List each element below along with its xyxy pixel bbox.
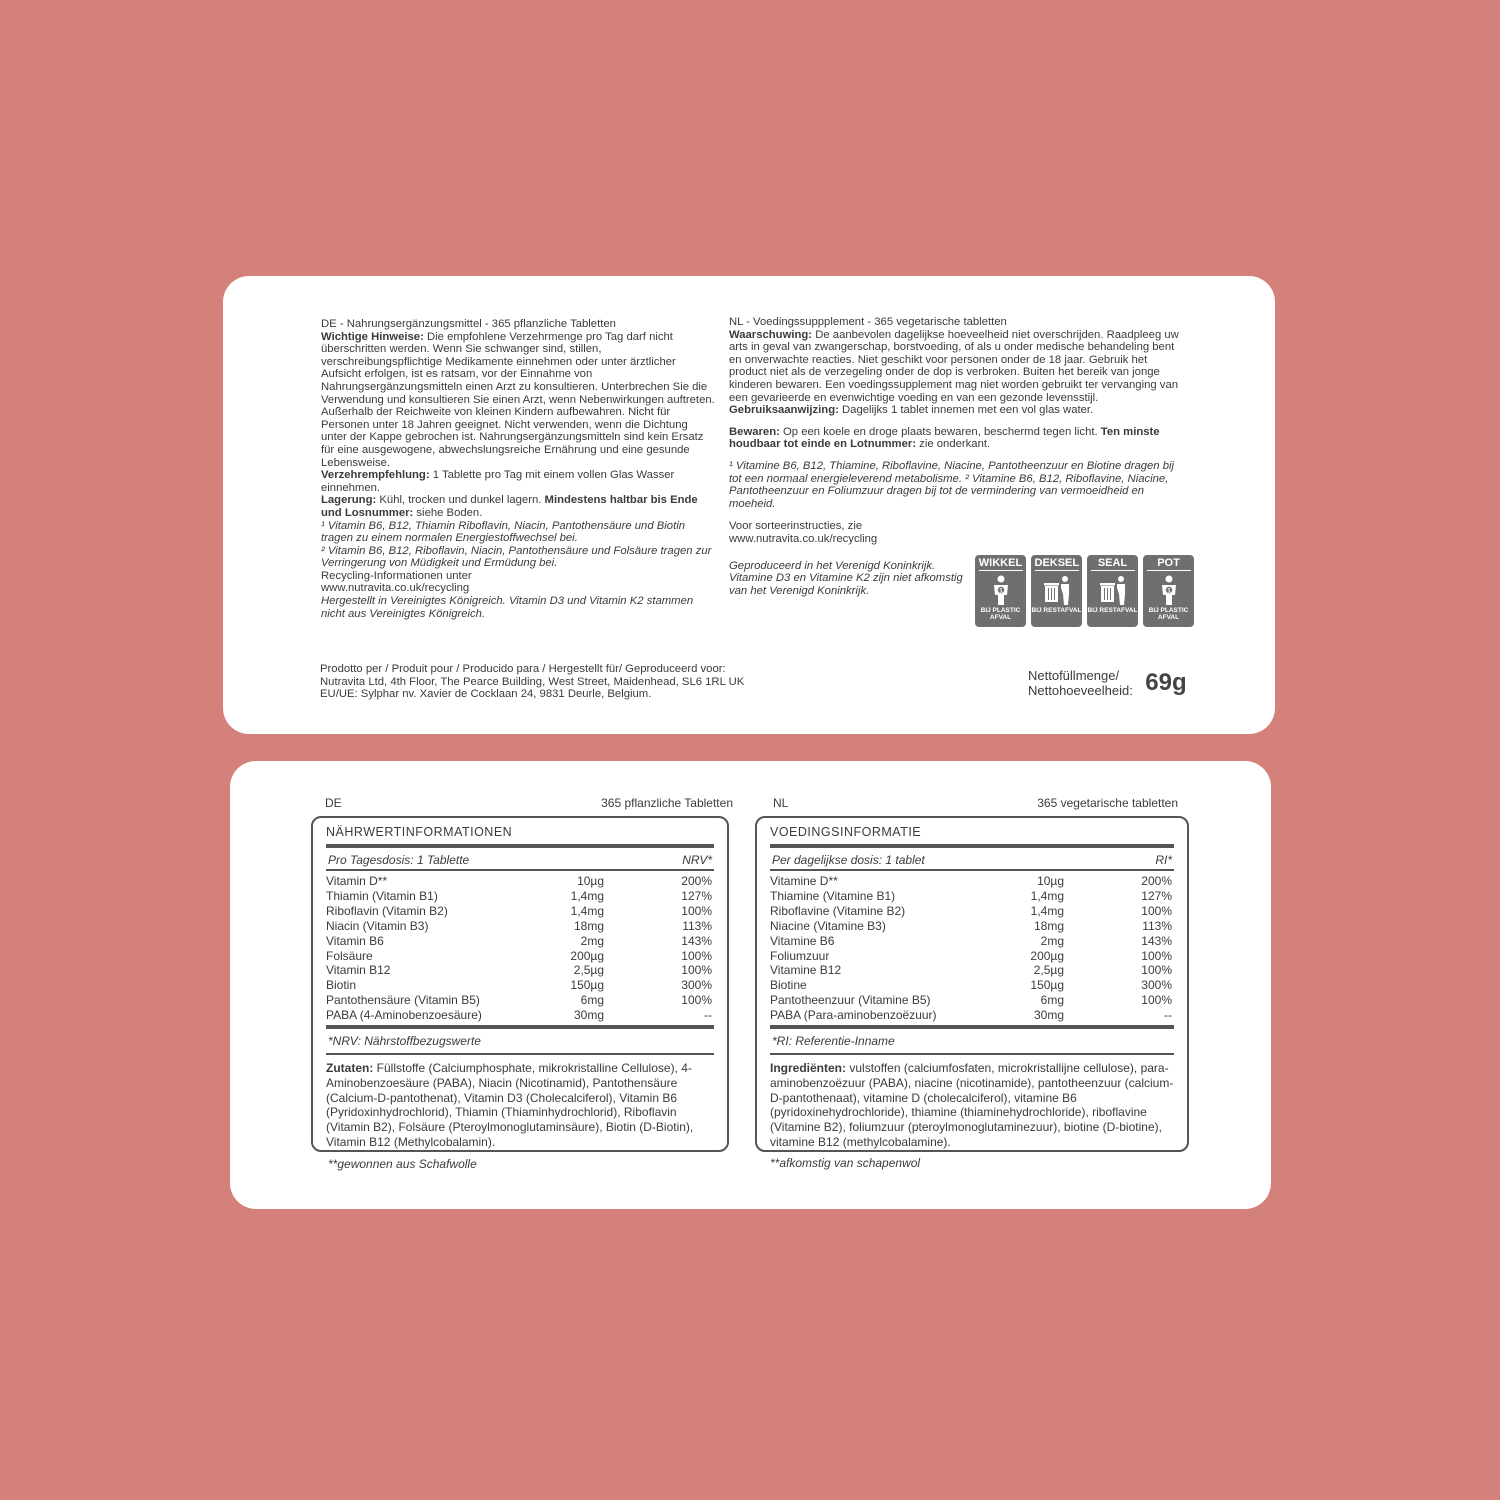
de-made-in: Hergestellt in Vereinigtes Königreich. Vitamin D3 und Vitamin K2 stammen nicht aus Vereinigtes Königreich. [321, 595, 694, 620]
nutrient-amount: 2,5µg [1033, 963, 1064, 978]
badge-title: POT [1147, 556, 1191, 571]
table-row [770, 874, 1174, 889]
nutrient-name: PABA (Para-aminobenzoëzuur) [770, 1008, 937, 1023]
nl-storage [729, 426, 1181, 451]
nutrient-percent: -- [1164, 1008, 1172, 1023]
badge-wikkel [975, 555, 1026, 627]
nutrient-name: Vitamin D** [326, 874, 388, 888]
de-nrv-note: *NRV: Nährstoffbezugswerte [326, 1029, 714, 1055]
nutrient-name: Foliumzuur [770, 948, 830, 963]
de-lang: DE [325, 796, 342, 810]
nutrient-amount: 30mg [1033, 1008, 1064, 1023]
de-nrv-caption: NRV* [682, 853, 712, 867]
nl-ingredients-label: Ingrediënten: [770, 1061, 847, 1076]
nutrient-percent: 100% [681, 993, 712, 1008]
nutrient-name: Niacin (Vitamin B3) [326, 918, 429, 933]
nutrient-name: Vitamin B6 [326, 933, 384, 948]
nutrient-name: Niacine (Vitamine B3) [770, 918, 886, 933]
svg-text:1: 1 [998, 588, 1003, 595]
nutrient-percent: 100% [681, 948, 712, 963]
table-row [326, 963, 714, 978]
de-text-column [321, 318, 715, 620]
de-ingredients [326, 1055, 714, 1150]
nl-ingredients [770, 1055, 1174, 1150]
nl-best-before-text: zie onderkant. [916, 438, 991, 451]
nutrient-name: Thiamine (Vitamine B1) [770, 888, 896, 903]
nutrient-name: Riboflavin (Vitamin B2) [326, 903, 448, 918]
producer-line-3: EU/UE: Sylphar nv. Xavier de Cocklaan 24, 9831 Deurle, Belgium. [320, 688, 652, 701]
badge-title: DEKSEL [1034, 557, 1080, 569]
nl-nutrition-table [755, 816, 1189, 1152]
nutrient-amount: 150µg [570, 978, 604, 993]
nl-table-title: VOEDINGSINFORMATIE [770, 818, 1174, 848]
table-row [770, 889, 1174, 904]
net-label-nl: Nettohoeveelheid: [1028, 683, 1133, 698]
nl-best-before: Ten minste houdbaar tot einde en Lotnummer: [729, 425, 1160, 451]
table-row [326, 874, 714, 889]
nutrient-amount: 1,4mg [570, 903, 604, 918]
nutrient-percent: 100% [1141, 948, 1172, 963]
person-recycle-icon [986, 574, 1016, 606]
producer-line-1: Prodotto per / Produit pour / Producido para / Hergestellt für/ Geproduceerd voor: [320, 663, 726, 675]
de-count: 365 pflanzliche Tabletten [601, 796, 733, 810]
nl-column-header [773, 796, 1178, 810]
badge-bottom-text: BIJ RESTAFVAL [1087, 607, 1138, 614]
table-row [326, 1008, 714, 1023]
badge-bottom-text: BIJ PLASTIC AFVAL [980, 607, 1021, 621]
table-row [770, 978, 1174, 993]
nutrient-name: Folsäure [326, 948, 373, 963]
nutrient-percent: 100% [1141, 903, 1172, 918]
person-recycle-icon [1154, 574, 1184, 606]
badge-bottom-text: BIJ RESTAFVAL [1031, 607, 1082, 614]
svg-text:1: 1 [1166, 588, 1171, 595]
nl-warnings [729, 329, 1181, 405]
de-dose-caption: Pro Tagesdosis: 1 Tablette [328, 853, 470, 867]
nutrient-name: PABA (4-Aminobenzoesäure) [326, 1008, 482, 1023]
nutrient-percent: 100% [681, 963, 712, 978]
de-warn-label: Wichtige Hinweise: [321, 330, 424, 343]
table-row [770, 949, 1174, 964]
producer-line-2: Nutravita Ltd, 4th Floor, The Pearce Building, West Street, Maidenhead, SL6 1RL UK [320, 675, 745, 688]
nl-footnotes: ¹ Vitamine B6, B12, Thiamine, Riboflavine, Niacine, Pantotheenzuur en Biotine dragen bij tot een normaal energieleverend metabolisme. ² Vitamine B6, B12, Riboflavine, Niacine, Pantotheenzuur en Foliumzuur dragen bij tot de vermindering van vermoeidheid en moeheid. [729, 459, 1175, 510]
nl-count: 365 vegetarische tabletten [1037, 796, 1178, 810]
net-quantity-label [1028, 668, 1133, 698]
table-row [770, 904, 1174, 919]
de-table-title: NÄHRWERTINFORMATIONEN [326, 818, 714, 848]
nutrient-name: Vitamine B12 [770, 963, 842, 978]
nutrient-amount: 2mg [1040, 933, 1064, 948]
nl-dose [729, 404, 1181, 417]
nutrient-percent: 100% [1141, 993, 1172, 1008]
bin-person-icon [1098, 574, 1128, 606]
nutrient-percent: 300% [1141, 978, 1172, 993]
nl-lang: NL [773, 796, 789, 810]
de-footnote-2: ² Vitamin B6, B12, Riboflavin, Niacin, Pantothensäure und Folsäure tragen zur Verringerung von Müdigkeit und Ermüdung bei. [321, 544, 712, 570]
nutrient-percent: -- [704, 1008, 712, 1023]
nutrient-amount: 1,4mg [570, 888, 604, 903]
nutrient-name: Riboflavine (Vitamine B2) [770, 903, 906, 918]
badge-title: WIKKEL [978, 557, 1023, 569]
de-dose-label: Verzehrempfehlung: [321, 469, 430, 482]
de-table-rows [326, 871, 714, 1029]
nutrient-amount: 18mg [1033, 918, 1064, 933]
nl-ri-caption: RI* [1155, 853, 1172, 867]
nl-table-rows [770, 871, 1174, 1029]
nl-warn-label: Waarschuwing: [729, 328, 813, 341]
table-row [326, 889, 714, 904]
nl-warn-text: De aanbevolen dagelijkse hoeveelheid niet overschrijden. Raadpleeg uw arts in geval van zwangerschap, borstvoeding, of als u onder medische behandeling bent en onverwachte reacties. Niet geschikt voor personen onder de 18 jaar. Gebruik het product niet als de verzegeling onder de dop is verbroken. Buiten het bereik van jonge kinderen bewaren. Een voedingssupplement mag niet worden gebruikt ter vervanging van een gevarieerde en evenwichtige voeding en van een gezonde levensstijl. [729, 328, 1179, 404]
de-best-before: Mindestens haltbar bis Ende und Losnummer: [321, 494, 698, 519]
de-wool-footnote: **gewonnen aus Schafwolle [328, 1157, 477, 1171]
nutrient-amount: 1,4mg [1030, 888, 1064, 903]
badge-bottom-text: BIJ PLASTIC AFVAL [1148, 607, 1189, 621]
badge-deksel [1031, 555, 1082, 627]
nutrient-amount: 150µg [1030, 978, 1064, 993]
de-warn-text: Die empfohlene Verzehrmenge pro Tag darf nicht überschritten werden. Wenn Sie schwanger sind, stillen, verschreibungspflichtige Medikamente einnehmen oder unter ärztlicher Aufsicht erfolgen, ist es ratsam, vor der Einnahme von Nahrungsergänzungsmitteln einen Arzt zu konsultieren. Unterbrechen Sie die Verwendung und konsultieren Sie einen Arzt, wenn Nebenwirkungen auftreten. Außerhalb der Reichweite von kleinen Kindern aufbewahren. Nicht für Personen unter 18 Jahren geeignet. Nicht verwenden, wenn die Dichtung unter der Kappe gebrochen ist. Nahrungsergänzungsmitteln sind kein Ersatz für eine ausgewogene, abwechslungsreiche Ernährung und eine gesunde Lebensweise. [321, 330, 715, 469]
net-quantity-value: 69g [1145, 669, 1187, 696]
net-label-de: Nettofüllmenge/ [1028, 668, 1120, 683]
table-row [770, 963, 1174, 978]
nutrient-percent: 113% [1142, 918, 1172, 933]
nutrient-percent: 100% [1141, 963, 1172, 978]
nl-dose-label: Gebruiksaanwijzing: [729, 404, 839, 417]
nutrient-amount: 2,5µg [573, 963, 604, 978]
nutrient-percent: 200% [681, 874, 712, 888]
label-card-bottom [230, 761, 1271, 1209]
de-storage [321, 494, 715, 519]
table-row [770, 1008, 1174, 1023]
nutrient-name: Biotine [770, 978, 807, 993]
nutrient-percent: 143% [1141, 933, 1172, 948]
producer-info [320, 663, 790, 701]
de-table-subheader [326, 848, 714, 871]
nutrient-amount: 10µg [1037, 874, 1064, 888]
net-quantity [1028, 668, 1187, 698]
nutrient-name: Vitamin B12 [326, 963, 391, 978]
nutrient-name: Vitamine D** [770, 874, 838, 888]
nl-wool-footnote: **afkomstig van schapenwol [770, 1156, 921, 1170]
nutrient-percent: 200% [1141, 874, 1172, 888]
nutrient-amount: 10µg [577, 874, 604, 888]
bin-person-icon [1042, 574, 1072, 606]
de-ingredients-label: Zutaten: [326, 1061, 374, 1076]
nutrient-percent: 127% [1141, 888, 1172, 903]
badge-pot [1143, 555, 1194, 627]
label-card-top [223, 276, 1275, 734]
de-recycle-text: Recycling-Informationen unter [321, 569, 472, 582]
recycling-badges [975, 555, 1194, 627]
table-row [770, 934, 1174, 949]
nl-ingredients-text: vulstoffen (calciumfosfaten, microkristallijne cellulose), para-aminobenzoëzuur (PABA), niacine (nicotinamide), pantotheenzuur (calcium-D-pantothenaat), vitamine D (cholecalciferol), vitamine B6 (pyridoxinehydrochloride), thiamine (thiaminehydrochloride), riboflavine (Vitamine B2), foliumzuur (pteroylmonoglutaminezuur), biotine (D-biotine), vitamine B12 (methylcobalamine). [770, 1061, 1174, 1150]
nutrient-percent: 127% [681, 888, 712, 903]
de-column-header [325, 796, 733, 810]
table-row [326, 993, 714, 1008]
de-best-before-text: siehe Boden. [413, 506, 483, 519]
de-ingredients-text: Füllstoffe (Calciumphosphate, mikrokristalline Cellulose), 4-Aminobenzoesäure (PABA), Niacin (Nicotinamid), Pantothensäure (Calcium-D-pantothenat), Vitamin D3 (Cholecalciferol), Vitamin B6 (Pyridoxinhydrochlorid), Thiamin (Thiaminhydrochlorid), Riboflavin (Vitamin B2), Folsäure (Pteroylmonoglutaminsäure), Biotin (D-Biotin), Vitamin B12 (Methylcobalamin). [326, 1061, 694, 1150]
nutrient-name: Thiamin (Vitamin B1) [326, 888, 438, 903]
nutrient-name: Pantothensäure (Vitamin B5) [326, 993, 480, 1008]
nutrient-name: Pantotheenzuur (Vitamine B5) [770, 993, 931, 1008]
nl-header: NL - Voedingssuppplement - 365 vegetarische tabletten [729, 316, 1007, 328]
de-dose-text: 1 Tablette pro Tag mit einem vollen Glas Wasser einnehmen. [321, 469, 675, 494]
nl-dose-text: Dagelijks 1 tablet innemen met een vol glas water. [838, 404, 1094, 417]
de-footnote-1: ¹ Vitamin B6, B12, Thiamin Riboflavin, Niacin, Pantothensäure und Biotin tragen zu einem normalen Energiestoffwechsel bei. [321, 519, 685, 545]
table-row [326, 919, 714, 934]
de-warnings [321, 331, 715, 470]
table-row [326, 949, 714, 964]
nutrient-name: Vitamine B6 [770, 933, 835, 948]
badge-title: SEAL [1091, 556, 1135, 571]
badge-seal [1087, 555, 1138, 627]
nl-storage-text: Op een koele en droge plaats bewaren, beschermd tegen licht. [779, 425, 1101, 438]
nutrient-percent: 143% [681, 933, 712, 948]
nl-recycle-url[interactable]: www.nutravita.co.uk/recycling [729, 532, 878, 545]
de-dose [321, 469, 715, 494]
table-row [326, 934, 714, 949]
nutrient-percent: 113% [682, 918, 712, 933]
nutrient-percent: 300% [681, 978, 712, 993]
nl-ri-note: *RI: Referentie-Inname [770, 1029, 1174, 1055]
nutrient-amount: 18mg [573, 918, 604, 933]
nutrient-amount: 1,4mg [1030, 903, 1064, 918]
de-recycle-url[interactable]: www.nutravita.co.uk/recycling [321, 582, 470, 595]
de-header: DE - Nahrungsergänzungsmittel - 365 pflanzliche Tabletten [321, 318, 616, 330]
nl-dose-caption: Per dagelijkse dosis: 1 tablet [772, 853, 925, 867]
nl-storage-label: Bewaren: [729, 425, 780, 438]
table-row [770, 919, 1174, 934]
nutrient-amount: 6mg [1040, 993, 1064, 1008]
nutrient-amount: 2mg [580, 933, 604, 948]
nutrient-name: Biotin [326, 978, 357, 993]
table-row [326, 904, 714, 919]
de-storage-text: Kühl, trocken und dunkel lagern. [376, 494, 545, 507]
nl-recycle-text: Voor sorteerinstructies, zie [729, 520, 863, 533]
nutrient-amount: 200µg [1030, 948, 1064, 963]
nutrient-amount: 6mg [580, 993, 604, 1008]
nl-table-subheader [770, 848, 1174, 871]
nutrient-amount: 200µg [570, 948, 604, 963]
table-row [770, 993, 1174, 1008]
de-nutrition-table [311, 816, 729, 1152]
de-storage-label: Lagerung: [321, 494, 377, 507]
nutrient-amount: 30mg [573, 1008, 604, 1023]
table-row [326, 978, 714, 993]
nl-made-in: Geproduceerd in het Verenigd Koninkrijk. Vitamine D3 en Vitamine K2 zijn niet afkomstig van het Verenigd Koninkrijk. [729, 559, 963, 597]
nutrient-percent: 100% [681, 903, 712, 918]
